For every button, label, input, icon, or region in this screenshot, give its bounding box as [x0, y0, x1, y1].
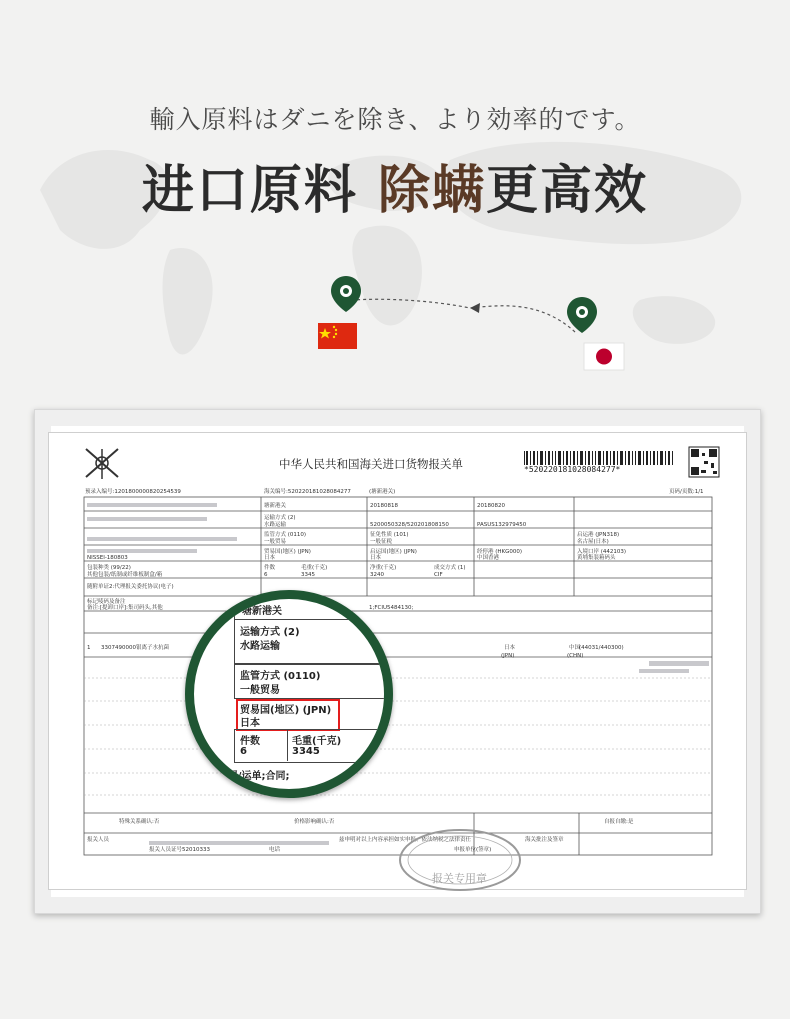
document-title: 中华人民共和国海关进口货物报关单: [279, 457, 463, 471]
origin-label: 贸易国(地区) (JPN): [264, 549, 311, 555]
special-relation: 特殊关系确认:否: [119, 819, 160, 825]
net-weight: 3240: [370, 572, 384, 578]
ship-country-name: 日本: [370, 555, 382, 561]
preentry-no: 预录入编号:1201800000820254539: [85, 489, 181, 495]
title-part-1: 进口原料: [141, 160, 379, 221]
mag-pieces-label: 件数: [240, 736, 260, 747]
import-route-graphic: [0, 270, 790, 380]
tax-mode: 征免性质 (101): [370, 532, 409, 538]
supervise-mode: 监管方式 (0110): [264, 532, 307, 538]
declarer: 报关人员: [87, 837, 110, 843]
japan-flag-icon: [584, 343, 624, 370]
via-port: 经停港 (HKG000): [477, 549, 523, 555]
import-port: (塘新港关): [369, 489, 396, 495]
location-pin-icon-china: [331, 276, 361, 312]
mag-docs: ·提/运单;合同;: [224, 771, 290, 782]
deal-mode: CIF: [434, 572, 443, 578]
gross-weight-label: 毛重(千克): [301, 565, 328, 571]
mag-weight-value: 3345: [292, 746, 320, 757]
customs-no: 海关编号:520220181028084277: [264, 489, 351, 495]
mag-supervise-label: 监管方式 (0110): [240, 671, 321, 682]
mag-supervise-value: 一般贸易: [240, 685, 280, 696]
gross-weight: 3345: [301, 572, 315, 578]
package-kind: 包装种类 (99/22): [87, 565, 131, 571]
supervise-name: 一般贸易: [264, 539, 287, 545]
barcode-text: *520220181028084277*: [524, 465, 621, 474]
mag-transport-value: 水路运输: [240, 641, 280, 652]
dest-country-code: (CHN): [567, 653, 584, 659]
route-arrow-icon: [470, 303, 480, 313]
barcode-icon: [524, 451, 673, 465]
page-title: [0, 148, 790, 223]
origin-country-code: (JPN): [501, 653, 515, 659]
transport-mode: 水路运输: [264, 522, 287, 528]
declare-unit: 申报单位(签章): [454, 847, 492, 853]
ship-country: 启运国(地区) (JPN): [370, 549, 417, 555]
ref-no: PASUS132979450: [477, 522, 527, 528]
dest-country: 中国: [569, 645, 581, 651]
title-part-2-highlight: 除螨: [378, 160, 487, 221]
entry-port-name: 黄埔集装箱码头: [577, 555, 616, 561]
royalty: 自报自缴:是: [604, 819, 634, 825]
item-code: 3307490000银离子水抗菌: [101, 645, 169, 651]
import-date: 20180818: [370, 503, 398, 509]
customs-remark: 海关批注及签章: [525, 837, 564, 843]
declarer-code: 报关人员证号52010333: [149, 847, 210, 853]
port-name: 塘新港关: [264, 503, 287, 509]
remarks: 备注:[提卸口岸]:集司码头,其他: [87, 605, 163, 611]
contract-no: NISSEI-180803: [87, 555, 128, 561]
bill-no: 5200050328/520201808150: [370, 522, 449, 528]
statement: 兹申明对以上内容承担如实申报、依法纳税之法律责任: [339, 837, 472, 843]
tax-name: 一般征税: [370, 539, 393, 545]
mag-transport-label: 运输方式 (2): [240, 627, 300, 638]
china-flag-icon: [318, 323, 357, 349]
mag-pieces-value: 6: [240, 746, 247, 757]
origin-name: 日本: [264, 555, 276, 561]
marks: 标记唛码及备注: [87, 599, 126, 605]
transport-code: 运输方式 (2): [264, 515, 296, 521]
declare-date: 20180820: [477, 503, 505, 509]
net-weight-label: 净重(千克): [370, 565, 397, 571]
route-dashed-line: [352, 299, 575, 332]
entry-port: 入境口岸 (442103): [577, 549, 627, 555]
mag-cell-divider: [286, 729, 288, 761]
mag-port: 塘新港关: [242, 606, 282, 617]
dest-region: (44031/440300): [579, 645, 624, 651]
customs-emblem-icon: [86, 449, 118, 479]
pieces-label: 件数: [264, 565, 276, 571]
depart-port-name: 名古屋(日本): [577, 539, 609, 545]
subtitle-japanese: 輸入原料はダニを除き、より効率的です。: [149, 105, 641, 134]
price-influence: 价格影响确认:否: [294, 819, 335, 825]
qr-code-icon: [689, 447, 719, 477]
mag-weight-label: 毛重(千克): [292, 736, 342, 747]
title-part-3: 更高效: [486, 160, 649, 221]
origin-country: 日本: [504, 645, 516, 651]
container: 1;FCIU5484130;: [369, 605, 414, 611]
mag-origin-label: 贸易国(地区) (JPN): [240, 705, 332, 716]
via-port-name: 中国香港: [477, 555, 500, 561]
mag-origin-value: 日本: [240, 718, 260, 729]
location-pin-icon-japan: [567, 297, 597, 333]
depart-port: 启运港 (JPN318): [577, 532, 620, 538]
stamp-text: 报关专用章: [432, 872, 487, 885]
deal-mode-label: 成交方式 (1): [434, 565, 466, 571]
pieces: 6: [264, 572, 268, 578]
phone: 电话: [269, 847, 281, 853]
magnifier-lens: [185, 590, 393, 798]
package-desc: 其他包装/纸制或纤维板制盒/箱: [87, 572, 163, 578]
customs-stamp-icon: [390, 822, 530, 892]
attached-docs: 随附单证2:代理报关委托协议(电子): [87, 584, 174, 590]
item-no: 1: [87, 645, 91, 651]
page-count: 页码/页数:1/1: [669, 489, 704, 495]
